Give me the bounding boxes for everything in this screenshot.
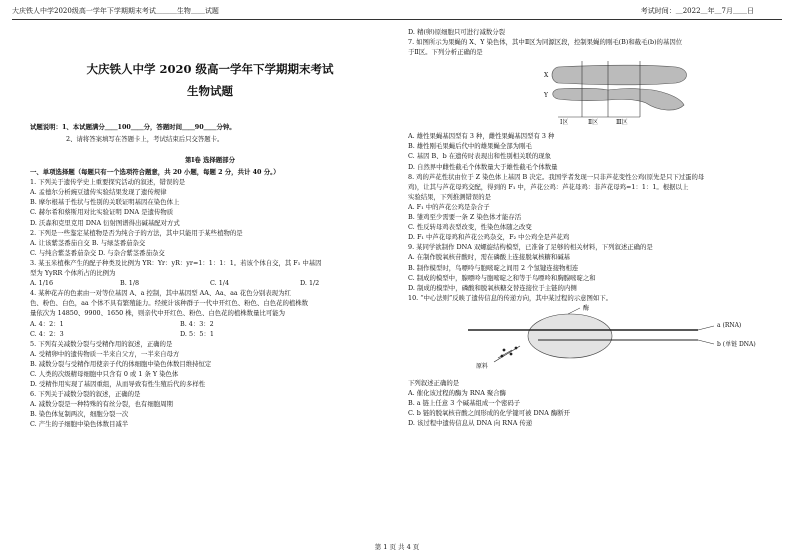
question-line: B. 减数分裂与受精作用使亲子代的体细胞中染色体数目维持恒定 — [30, 359, 212, 368]
q4-options-row1 — [30, 319, 390, 329]
question-line: C. 产生的子细胞中染色体数目减半 — [30, 420, 129, 429]
question-line: D. 制成的模型中，磷酸和脱氧核糖交替连接位于主链的内侧 — [408, 283, 577, 292]
option: C. 1/4 — [210, 279, 230, 288]
instruction-line — [30, 121, 390, 133]
label-enzyme: 酶 — [583, 304, 590, 312]
header-rule — [12, 19, 782, 20]
question-line: A. 雄性果蝇基因型有 3 种，雌性果蝇基因型有 3 种 — [408, 132, 555, 141]
question-line: C. 人类的次级精母细胞中只含有 0 或 1 条 Y 染色体 — [30, 369, 179, 378]
material-arrows — [494, 346, 520, 362]
question-line: B. 雄性刚毛果蝇后代中的雄果蝇全部为刚毛 — [408, 142, 532, 151]
question-line: A. 减数分裂是一种特殊的有丝分裂，也有细胞周期 — [30, 400, 173, 409]
question-line: C. 性反转母鸡表型改变，性染色体随之改变 — [408, 223, 532, 232]
question-line: B. 雏鸡至少需要一条 Z 染色体才能存活 — [408, 213, 522, 222]
question-line: 9. 某同学欲制作 DNA 双螺旋结构模型，已准备了足够的相关材料，下列叙述正确的是 — [408, 243, 653, 252]
header-left: 大庆铁人中学2020级高一学年下学期期末考试＿＿＿生物＿＿试题 — [12, 7, 219, 15]
label-y: Y — [544, 92, 548, 100]
question-line: B. a 链上任意 3 个碱基组成一个密码子 — [408, 399, 521, 408]
option: D. 1/2 — [300, 279, 320, 288]
question-line: B. 摩尔根基于性状与性别的关联证明基因在染色体上 — [30, 198, 180, 207]
option: D. 5：5：1 — [180, 329, 214, 338]
label-region-2: Ⅱ区 — [588, 119, 599, 127]
label-dna: b (单链 DNA) — [717, 340, 756, 348]
question-line: 8. 鸡的芦花性状由位于 Z 染色体上基因 B 决定。我国学者发现一只非芦花变性公鸡(原先是只下过蛋的母 — [408, 172, 705, 181]
nucleotide — [503, 349, 505, 351]
option: A. 1/16 — [30, 279, 54, 288]
question-line: A. 受精卵中的遗传物质一半来自父方，一半来自母方 — [30, 349, 180, 358]
exam-subtitle: 生物试题 — [187, 84, 233, 98]
option: B. 1/8 — [120, 279, 140, 288]
transcription-diagram — [408, 306, 784, 372]
option: B. 4：3：2 — [180, 319, 214, 328]
question-line: C. 与纯合紫茎番茄杂交 D. 与杂合紫茎番茄杂交 — [30, 248, 165, 257]
question-line: 4. 某种花卉的色素由一对等位基因 A、a 控制，其中基因型 AA、Aa、aa 花色分别表现为红 — [30, 289, 291, 298]
label-region-1: Ⅰ区 — [560, 119, 569, 127]
option: A. 4：2：1 — [30, 319, 64, 328]
nucleotide — [515, 347, 517, 349]
question-line: A. 让该紫茎番茄自交 B. 与绿茎番茄杂交 — [30, 238, 146, 247]
question-line: 1. 下列关于遗传学史上重要探究活动的叙述，错误的是 — [30, 178, 186, 187]
question-line: D. 自然界中雌性截毛个体数量大于雄性截毛个体数量 — [408, 162, 558, 171]
page-footer: 第 1 页 共 4 页 — [374, 543, 420, 551]
section-heading: 一、单项选择题（每题只有一个选项符合题意，共 20 小题，每题 2 分，共计 40 分。） — [30, 168, 280, 177]
question-line: D. 受精作用实现了基因重组，从而导致有性生殖后代的多样性 — [30, 380, 206, 389]
instruction-line: 2、请将答案填写在答题卡上，考试结束后只交答题卡。 — [66, 135, 224, 143]
xy-chromosome-diagram — [408, 59, 784, 127]
question-line: D. F₁ 中芦花母鸡和芦花公鸡杂交，F₂ 中公鸡全是芦花鸡 — [408, 233, 570, 242]
question-line: 3. 某玉米植株产生的配子种类及比例为 YR：Yr：yR：yr=1：1：1：1。若该个体自交，其 F₁ 中基因 — [30, 258, 322, 267]
y-chromosome — [553, 89, 684, 111]
dna-pointer — [698, 340, 714, 344]
question-line: 色、粉色、白色，aa 个体不具有繁殖能力。经统计该种群子一代中开红色、粉色、白色花的植株数 — [30, 299, 309, 308]
question-line: 型为 YyRR 个体所占的比例为 — [30, 269, 116, 278]
label-rna: a (RNA) — [717, 321, 742, 329]
question-line: D. 该过程中遗传信息从 DNA 向 RNA 传递 — [408, 419, 533, 428]
question-line: A. 孟德尔分析豌豆遗传实验结果发现了遗传规律 — [30, 188, 167, 197]
question-line: 7. 如图所示为果蝇的 X、Y 染色体，其中Ⅱ区为同源区段，控制果蝇的刚毛(B)和截毛(b)的基因位 — [408, 38, 683, 47]
question-line: 2. 下列是一些鉴定某植物是否为纯合子的方法，其中只能用于某些植物的是 — [30, 228, 243, 237]
question-line: 5. 下列有关减数分裂与受精作用的叙述，正确的是 — [30, 339, 173, 348]
question-line: C. 赫尔希和蔡斯用对比实验证明 DNA 是遗传物质 — [30, 208, 174, 217]
question-line: 下列叙述正确的是 — [408, 378, 460, 387]
nucleotide — [510, 353, 512, 355]
question-line: 量依次为 14850、9900、1650 株，则亲代中开红色、粉色、白色花的植株数量比可能为 — [30, 309, 286, 318]
section-title: 第Ⅰ卷 选择题部分 — [185, 156, 235, 164]
header-right: 考试时间：＿2022＿年＿7月＿＿日 — [640, 7, 754, 15]
rna-pointer — [698, 326, 714, 330]
reverse-transcription-figure — [408, 306, 784, 372]
left-column — [30, 26, 390, 430]
question-line: 于Ⅱ区。下列分析正确的是 — [408, 48, 483, 57]
question-line: 鸡)，让其与芦花母鸡交配，得到的 F₁ 中，芦花公鸡：芦花母鸡：非芦花母鸡=1：1：1。根据以上 — [408, 182, 689, 191]
exam-title: 大庆铁人中学 2020 级高一学年下学期期末考试 — [86, 62, 334, 76]
question-line: C. 制成的模型中，腺嘌呤与胞嘧啶之和等于鸟嘌呤和胸腺嘧啶之和 — [408, 273, 596, 282]
x-chromosome — [552, 65, 687, 85]
exam-instructions — [30, 121, 390, 145]
question-line: D. 沃森和克里克用 DNA 衍射图谱得出碱基配对方式 — [30, 218, 180, 227]
enzyme-shape — [528, 314, 612, 358]
question-line: 实验结果，下列推测错误的是 — [408, 192, 492, 201]
question-line: C. 基因 B、b 在遗传时表现出和性别相关联的现象 — [408, 152, 551, 161]
label-x: X — [544, 72, 549, 80]
question-line: A. F₁ 中的芦花公鸡是杂合子 — [408, 202, 490, 211]
enzyme-pointer — [568, 308, 580, 314]
question-line: 6. 下列关于减数分裂的叙述，正确的是 — [30, 390, 141, 399]
question-line: B. 染色体复制两次，细胞分裂一次 — [30, 410, 129, 419]
label-material: 原料 — [476, 362, 489, 370]
xy-chromosome-figure — [408, 59, 784, 127]
option: C. 4：2：3 — [30, 329, 64, 338]
nucleotide — [501, 355, 503, 357]
q3-options — [30, 278, 390, 288]
question-line: 10. “中心法则”反映了遗传信息的传递方向，其中某过程的示意图如下。 — [408, 293, 613, 302]
question-line: D. 精(卵)原细胞只可进行减数分裂 — [408, 28, 506, 36]
question-line: A. 催化该过程的酶为 RNA 聚合酶 — [408, 388, 507, 397]
right-column — [408, 27, 784, 428]
q4-options-row2 — [30, 329, 390, 339]
question-line: C. b 链的脱氧核苷酸之间形成的化学键可被 DNA 酶断开 — [408, 409, 571, 418]
label-region-3: Ⅲ区 — [616, 119, 628, 127]
question-line: B. 制作模型时，鸟嘌呤与胞嘧啶之间用 2 个氢键连接物相连 — [408, 263, 579, 272]
instruction-text: 试题说明：1、本试题满分＿＿100＿＿分，答题时间＿＿90＿＿分钟。 — [30, 123, 236, 131]
question-line: A. 在制作脱氧核苷酸时，需在磷酸上连接脱氧核糖和碱基 — [408, 253, 571, 262]
